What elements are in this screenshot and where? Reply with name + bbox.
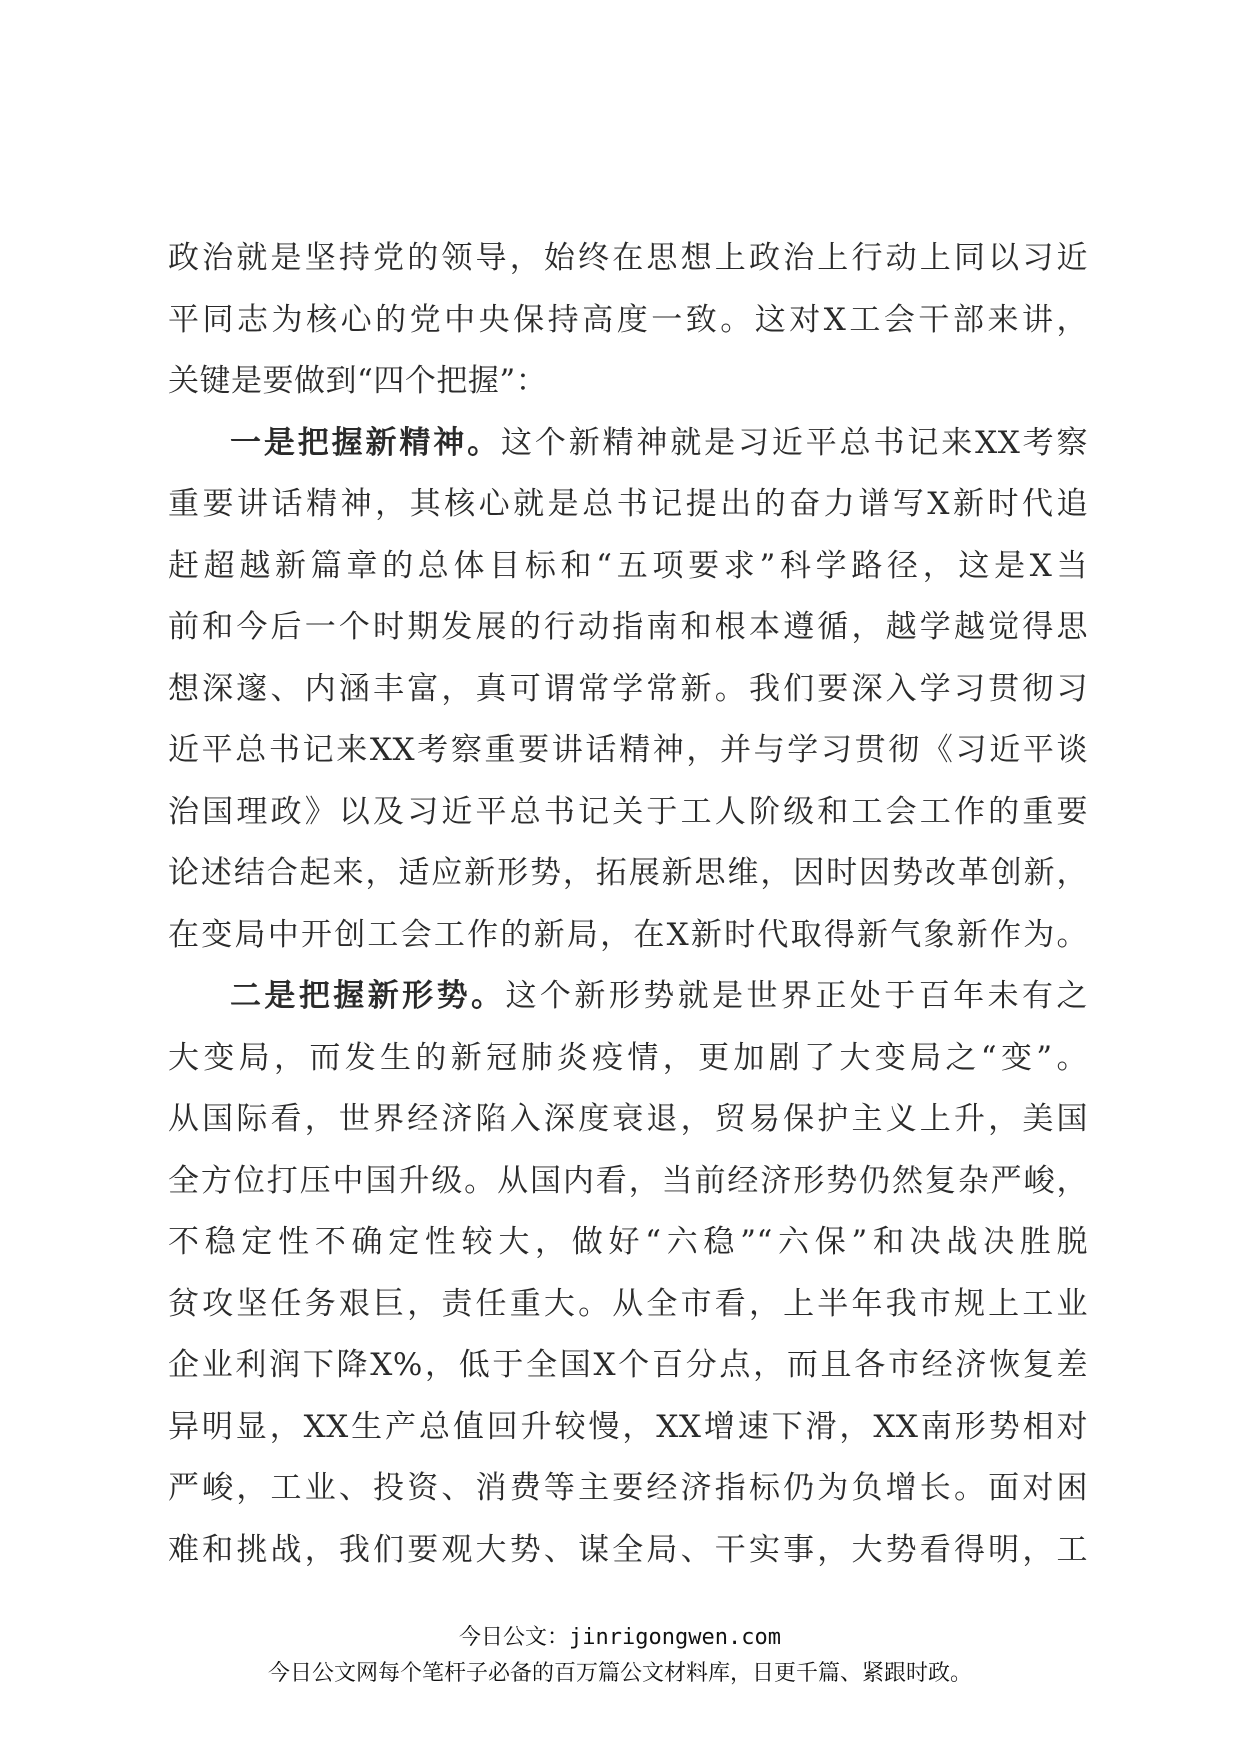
body-line: 从国际看，世界经济陷入深度衰退，贸易保护主义上升，美国: [168, 1101, 1088, 1137]
body-line: 赶超越新篇章的总体目标和“五项要求”科学路径，这是X当: [168, 547, 1088, 584]
body-line: 不稳定性不确定性较大，做好“六稳”“六保”和决战决胜脱: [168, 1224, 1088, 1260]
body-line: 贫攻坚任务艰巨，责任重大。从全市看，上半年我市规上工业: [168, 1285, 1088, 1322]
body-line: 企业利润下降X%，低于全国X个百分点，而且各市经济恢复差: [168, 1347, 1088, 1383]
footer-site-link[interactable]: jinrigongwen.com: [569, 1625, 781, 1650]
footer-site-label: 今日公文：: [459, 1625, 570, 1650]
body-line: 重要讲话精神，其核心就是总书记提出的奋力谱写X新时代追: [168, 486, 1088, 522]
body-line: 在变局中开创工会工作的新局，在X新时代取得新气象新作为。: [168, 916, 1088, 953]
body-line: 想深邃、内涵丰富，真可谓常学常新。我们要深入学习贯彻习: [168, 670, 1088, 707]
document-body: [168, 228, 1088, 1581]
body-line: 前和今后一个时期发展的行动指南和根本遵循，越学越觉得思: [168, 609, 1088, 645]
body-line: 异明显，XX生产总值回升较慢，XX增速下滑，XX南形势相对: [168, 1408, 1088, 1445]
body-line: 治国理政》以及习近平总书记关于工人阶级和工会工作的重要: [168, 793, 1088, 830]
footer-source: [0, 1620, 1240, 1651]
section-heading: 二是把握新形势。: [230, 978, 506, 1014]
body-line: 平同志为核心的党中央保持高度一致。这对X工会干部来讲，: [168, 301, 1088, 338]
body-line: 关键是要做到“四个把握”：: [168, 363, 548, 399]
section-heading-line: 一是把握新精神。这个新精神就是习近平总书记来XX考察: [230, 424, 1088, 461]
body-line: 论述结合起来，适应新形势，拓展新思维，因时因势改革创新，: [168, 855, 1088, 891]
section-heading: 一是把握新精神。: [230, 424, 501, 461]
footer-tagline: 今日公文网每个笔杆子必备的百万篇公文材料库，日更千篇、紧跟时政。: [267, 1661, 972, 1686]
body-line: 大变局，而发生的新冠肺炎疫情，更加剧了大变局之“变”。: [168, 1039, 1088, 1076]
body-line: 严峻，工业、投资、消费等主要经济指标仍为负增长。面对困: [168, 1470, 1088, 1506]
body-line: 难和挑战，我们要观大势、谋全局、干实事，大势看得明，工: [168, 1531, 1088, 1568]
body-line: 近平总书记来XX考察重要讲话精神，并与学习贯彻《习近平谈: [168, 732, 1088, 768]
section-heading-line: 二是把握新形势。这个新形势就是世界正处于百年未有之: [230, 978, 1088, 1014]
body-line: 政治就是坚持党的领导，始终在思想上政治上行动上同以习近: [168, 240, 1088, 276]
body-line: 全方位打压中国升级。从国内看，当前经济形势仍然复杂严峻，: [168, 1162, 1088, 1199]
